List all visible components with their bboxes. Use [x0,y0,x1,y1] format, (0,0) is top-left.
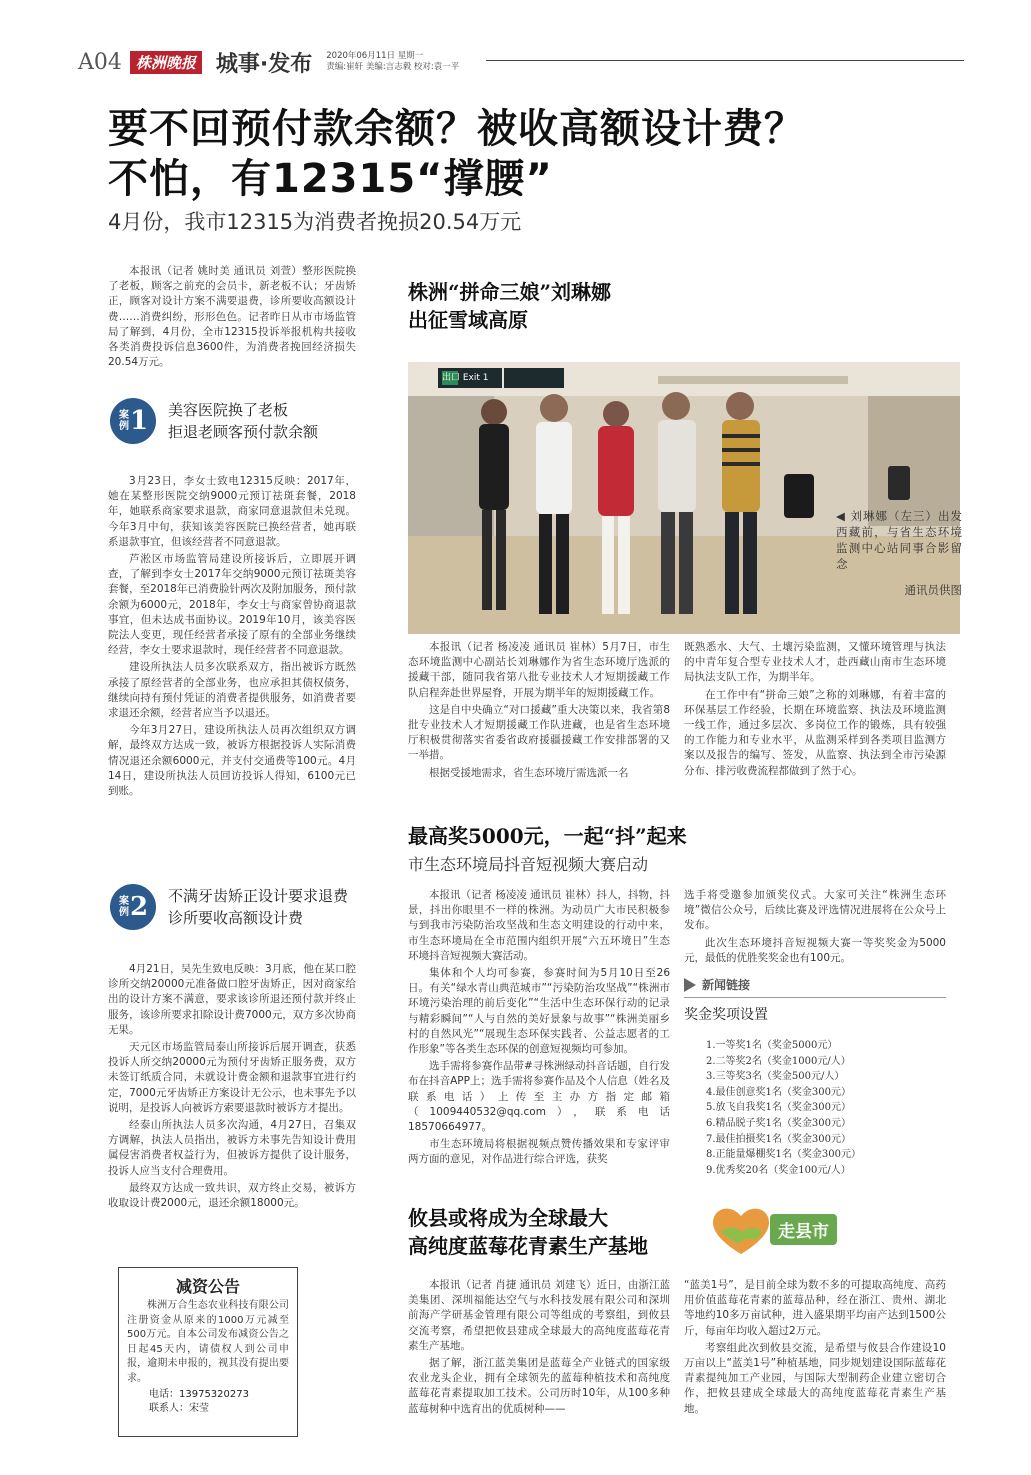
story2-paragraph: 集体和个人均可参赛，参赛时间为5月10日至26日。有关“绿水青山典范城市”“污染防治攻坚战”“株洲市环境污染治理的前后变化”“生活中生态环保行动的记录与精彩瞬间”“人与自然的美好景象与故事”“株洲美丽乡村的自然风光”“展现生态环保实践者、公益志愿者的工作形象”等各类生态环保的创意短视频均可参加。 [408,967,670,1056]
prize-item: 5.放飞自我奖1名（奖金300元） [706,1102,851,1114]
story3-heading [408,1204,648,1260]
county-column-title: 走县市 [770,1214,837,1245]
story3-title-line-1: 攸县或将成为全球最大 [408,1206,608,1230]
case2-paragraph: 4月21日，吴先生致电反映：3月底，他在某口腔诊所交纳20000元准备做口腔牙齿矫正，因对商家给出的设计方案不满意，要求该诊所退还预付款并终止服务，该诊所要求扣除设计费7000元，双方多次协商无果。 [108,963,356,1036]
headline-line-2: 不怕，有12315“撑腰” [108,156,553,202]
story1-paragraph: 在工作中有“拼命三娘”之称的刘琳娜，有着丰富的环保基层工作经验，长期在环境监察、执法及环境监测一线工作，通过多层次、多岗位工作的锻炼，具有较强的工作能力和专业水平，从监测采样到各类项目监测方案以及报告的编写、签发，从监察、执法到全市污染源分布、排污收费流程都做到了然于心。 [684,688,946,777]
case1-badge-number: 1 [129,406,149,436]
story3-title-line-2: 高纯度蓝莓花青素生产基地 [408,1234,648,1258]
case2-title-line-1: 不满牙齿矫正设计要求退费 [168,887,349,905]
story3-paragraph: 本报讯（记者 肖捷 通讯员 刘建飞）近日，由浙江蓝美集团、深圳福能达空气与水科技发展有限公司和深圳前海产学研基金管理有限公司等组成的考察组，到攸县交流考察，希望把攸县建成全球最大的高纯度蓝莓花青素生产基地。 [408,1279,671,1352]
case1-paragraph: 建设所执法人员多次联系双方，指出被诉方既然承接了原经营者的全部业务，也应承担其债权债务，继续向持有预付凭证的消费者提供服务，如消费者要求退还余额，经营者应当予以退还。 [108,661,356,720]
case2-body [108,962,356,1213]
story2-title: 最高奖5000元，一起“抖”起来 [408,824,687,848]
notice-body: 株洲万合生态农业科技有限公司注册资金从原来的1000万元减至500万元。自本公司发布减资公告之日起45天内，请债权人到公司申报，逾期未申报的，视其没有提出要求。 [127,1300,289,1384]
case1-paragraph: 芦淞区市场监管局建设所接诉后，立即展开调查，了解到李女士2017年交纳9000元预订祛斑美容套餐，至2018年已消费脸针两次及附加服务，预付款余额为6000元，2018年，李女士与商家曾协商退款事宜，但未达成书面协议。2019年10月，该美容医院法人变更，现任经营者承接了原有的全部业务继续经营，李女士要求退款时，现任经营者不同意退款。 [108,553,356,657]
issue-date: 2020年06月11日 星期一 [326,51,424,61]
county-column-logo [708,1200,868,1262]
case2-badge-label: 案例 [118,896,129,918]
story1-col1 [408,640,670,783]
prize-title: 奖金奖项设置 [684,1007,768,1024]
news-link-tag [684,976,946,993]
prize-item: 7.最佳拍摄奖1名（奖金300元） [706,1133,851,1145]
story3-col1 [408,1278,670,1419]
story1-paragraph: 既熟悉水、大气、土壤污染监测，又懂环境管理与执法的中青年复合型专业技术人才，赴西藏山南市生态环境局执法支队工作，为期半年。 [684,641,946,684]
story1-paragraph: 这是自中央确立“对口援藏”重大决策以来，我省第8批专业技术人才短期援藏工作队进藏，也是省生态环境厅积极贯彻落实省委省政府援疆援藏工作安排部署的又一举措。 [408,703,670,762]
story2-paragraph: 选手需将参赛作品带#寻株洲绿动抖音话题，自行发布在抖音APP上；选手需将参赛作品及个人信息（姓名及联系电话）上传至主办方指定邮箱（1009440532@qq.com），联系电话18570664977。 [408,1060,670,1134]
case2-paragraph: 经泰山所执法人员多次沟通，4月27日，召集双方调解，执法人员指出，被诉方未事先告知设计费用属侵害消费者权益行为，但被诉方提供了设计服务，投诉人应当支付合理费用。 [108,1119,356,1177]
newspaper-logo: 株洲晚报 [130,51,202,74]
prize-item: 2.二等奖2名（奖金1000元/人） [706,1055,851,1067]
case1-title-line-2: 拒退老顾客预付款余额 [168,423,319,441]
story2-col1 [408,888,670,1170]
link-arrow-icon [684,978,696,992]
case1-body [108,474,356,801]
story2-paragraph: 本报讯（记者 杨凌凌 通讯员 崔林）抖人，抖物，抖景，抖出你眼里不一样的株洲。为动员广大市民积极参与到我市污染防治攻坚战和生态文明建设的行动中来，市生态环境局在全市范围内组织开展“六五环境日”生态环境抖音短视频大赛活动。 [408,889,671,962]
issue-meta [326,51,459,73]
page-number: A04 [78,49,122,75]
story1-title [408,278,611,334]
story2-paragraph: 此次生态环境抖音短视频大赛一等奖奖金为5000元，最低的优胜奖奖金也有100元。 [684,936,946,964]
editor-credits: 责编:崔轩 美编:言志毅 校对:袁一平 [326,62,460,72]
notice-contact: 联系人：宋莹 [149,1403,209,1414]
masthead-rule [486,60,964,61]
photo-caption-block [836,508,962,598]
case1-heading [110,398,356,444]
story3-paragraph: “蓝美1号”，是目前全球为数不多的可提取高纯度、高药用价值蓝莓花青素的蓝莓品种，经在浙江、贵州、湖北等地约10多万亩试种，进入盛果期平均亩产达到1500公斤，每亩年均收入超过2万元。 [684,1279,946,1337]
case1-badge-label: 案例 [118,410,129,432]
prize-item: 4.最佳创意奖1名（奖金300元） [706,1086,851,1098]
story1-col2 [684,640,946,781]
notice-contact-block [127,1388,289,1416]
case2-title-line-2: 诊所要收高额设计费 [168,909,304,927]
story2-paragraph: 市生态环境局将根据视频点赞传播效果和专家评审两方面的意见，对作品进行综合评选，获奖 [408,1138,670,1166]
case1-badge [110,398,156,444]
case1-paragraph: 今年3月27日，建设所执法人员再次组织双方调解，最终双方达成一致，被诉方根据投诉人实际消费情况退还余额6000元，并支付交通费等100元。4月14日，建设所执法人员回访投诉人得知，6100元已到账。 [108,724,356,798]
story2-heading [408,822,687,875]
capital-reduction-notice [118,1267,298,1437]
prize-item: 9.优秀奖20名（奖金100元/人） [706,1164,851,1176]
photo-credit: 通讯员供图 [904,583,962,597]
story3-paragraph: 据了解，浙江蓝美集团是蓝莓全产业链式的国家级农业龙头企业，拥有全球领先的蓝莓种植技术和高纯度蓝莓花青素提取加工技术。公司历时10年，从100多种蓝莓树种中选育出的优质树种—— [408,1357,670,1415]
handshake-heart-icon [708,1202,774,1258]
story3-col2 [684,1278,946,1419]
news-link-rule [684,997,946,998]
case2-paragraph: 最终双方达成一致共识，双方终止交易，被诉方收取设计费2000元，退还余额18000元。 [108,1181,356,1210]
exit-sign: 出口 Exit 1 [442,373,489,383]
lead-headline [108,104,968,204]
prize-item: 1.一等奖1名（奖金5000元） [706,1040,838,1052]
notice-phone: 电话：13975320273 [149,1389,249,1400]
case2-title [168,885,348,929]
masthead [78,44,459,80]
case2-badge-number: 2 [129,892,149,922]
case2-badge [110,884,156,930]
case1-title-line-1: 美容医院换了老板 [168,401,289,419]
prize-list [684,1038,946,1178]
headline-line-1: 要不回预付款余额？被收高额设计费？ [108,106,805,152]
lead-intro-text: 本报讯（记者 姚时美 通讯员 刘萱）整形医院换了老板，顾客之前充的会员卡，新老板不认；牙齿矫正，顾客对设计方案不满要退费，诊所要收高额设计费……消费纠纷，形形色色。记者昨日从市市场监管局了解到，4月份，全市12315投诉举报机构共接收各类消费投诉信息3600件，为消费者挽回经济损失20.54万元。 [108,265,356,369]
section-title: 城事·发布 [215,51,313,77]
prize-item: 6.精品脱子奖1名（奖金300元） [706,1117,851,1129]
case1-paragraph: 3月23日，李女士致电12315反映：2017年，她在某整形医院交纳9000元预订祛斑套餐，2018年，她联系商家要求退款，商家同意退款但未兑现。今年3月中旬，获知该美容医院已换经营者，她再联系退款事宜，但该经营者不同意退款。 [108,475,356,548]
news-link-label: 新闻链接 [702,978,751,993]
story3-paragraph: 考察组此次到攸县交流，是希望与攸县合作建设10万亩以上“蓝美1号”种植基地，同步规划建设国际蓝莓花青素提纯加工产业园，与国际大型制药企业建立密切合作，把攸县建成全球最大的高纯度蓝莓花青素生产基地。 [684,1341,946,1415]
story2-paragraph: 选手将受邀参加颁奖仪式。大家可关注“株洲生态环境”微信公众号，后续比赛及评选情况进展将在公众号上发布。 [684,889,946,932]
photo-caption: ◀ 刘琳娜（左三）出发西藏前，与省生态环境监测中心站同事合影留念 [836,509,962,571]
case2-heading [110,884,356,930]
story2-subtitle: 市生态环境局抖音短视频大赛启动 [408,855,649,874]
story1-paragraph: 本报讯（记者 杨凌凌 通讯员 崔林）5月7日，市生态环境监测中心副站长刘琳娜作为省生态环境厅选派的援藏干部，随同我省第八批专业技术人才短期援藏工作队启程奔赴世界屋脊，开展为期半年的短期援藏工作。 [408,641,670,699]
lead-intro [108,264,356,372]
story2-col2 [684,888,946,1178]
lead-deck: 4月份，我市12315为消费者挽损20.54万元 [108,210,522,234]
case1-title [168,399,318,443]
story1-paragraph: 根据受援地需求，省生态环境厅需选派一名 [429,766,629,779]
notice-title: 减资公告 [175,1277,240,1296]
case2-paragraph: 天元区市场监管局泰山所接诉后展开调查，获悉投诉人所交纳20000元为预付牙齿矫正服务费，双方未签订纸质合同，未就设计费金额和退款事宜进行约定，7000元牙齿矫正方案设计无公示，也未事先予以说明，是投诉人向被诉方索要退款时被诉方才提出。 [108,1041,356,1114]
prize-item: 3.三等奖3名（奖金500元/人） [706,1071,845,1083]
story1-title-line-1: 株洲“拼命三娘”刘琳娜 [408,280,612,304]
story1-title-line-2: 出征雪域高原 [408,308,528,332]
prize-item: 8.正能量爆棚奖1名（奖金300元） [706,1149,861,1161]
